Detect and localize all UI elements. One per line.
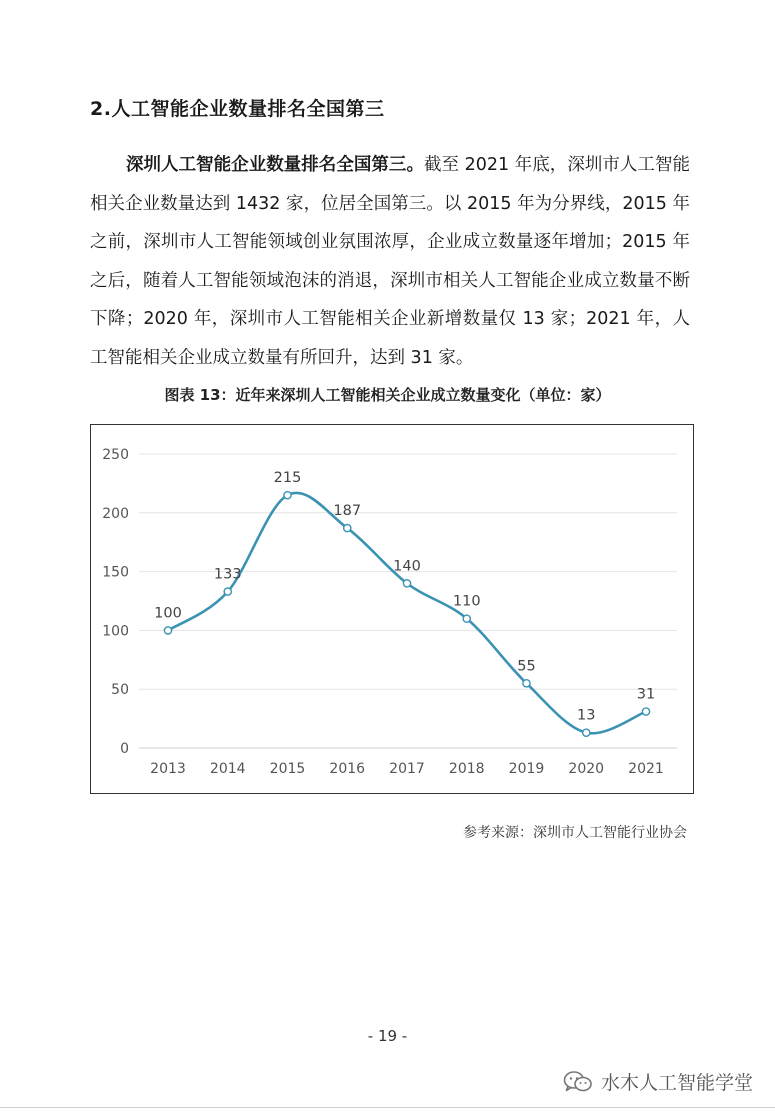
data-point — [463, 615, 470, 622]
x-tick-label: 2019 — [508, 761, 545, 777]
y-tick-label: 100 — [102, 623, 129, 640]
data-point — [583, 729, 590, 736]
y-tick-label: 200 — [102, 505, 129, 522]
watermark-text: 水木人工智能学堂 — [600, 1072, 753, 1094]
body-paragraph — [90, 146, 690, 377]
section-heading: 2.人工智能企业数量排名全国第三 — [90, 98, 385, 120]
y-tick-label: 250 — [102, 447, 129, 463]
data-point — [224, 588, 231, 595]
line-chart — [90, 424, 694, 794]
x-tick-label: 2018 — [448, 761, 485, 777]
data-point — [403, 580, 410, 587]
y-tick-label: 50 — [111, 682, 129, 699]
x-tick-label: 2013 — [150, 761, 186, 777]
data-label: 55 — [517, 658, 536, 675]
paragraph-body: 截至 2021 年底，深圳市人工智能相关企业数量达到 1432 家，位居全国第三。以 2015 年为分界线，2015 年之前，深圳市人工智能领域创业氛围浓厚，企业成立数量逐年增加；2015 年之后，随着人工智能领域泡沫的消退，深圳市相关人工智能企业成立数量不断下降；2020 年，深圳市人工智能相关企业新增数量仅 13 家；2021 年，人工智能相关企业成立数量有所回升，达到 31 家。 — [90, 155, 690, 368]
watermark — [563, 1068, 753, 1095]
y-tick-label: 150 — [102, 564, 129, 581]
x-tick-label: 2016 — [329, 761, 366, 777]
x-tick-label: 2014 — [209, 761, 246, 777]
data-label: 187 — [333, 503, 362, 520]
data-point — [642, 708, 649, 715]
wechat-icon — [563, 1070, 593, 1094]
data-label: 133 — [213, 566, 242, 583]
x-tick-label: 2020 — [568, 761, 605, 777]
data-point — [344, 524, 351, 531]
data-point — [523, 680, 530, 687]
chart-canvas — [91, 425, 693, 793]
data-label: 110 — [452, 593, 481, 610]
y-tick-label: 0 — [120, 741, 129, 757]
data-label: 31 — [636, 686, 656, 703]
series-line — [168, 493, 646, 733]
paragraph-lead: 深圳人工智能企业数量排名全国第三。 — [126, 155, 424, 175]
bottom-divider — [0, 1107, 775, 1108]
figure-caption: 图表 13：近年来深圳人工智能相关企业成立数量变化（单位：家） — [164, 386, 611, 404]
data-label: 140 — [393, 558, 421, 575]
figure-source: 参考来源：深圳市人工智能行业协会 — [463, 825, 687, 841]
data-label: 13 — [577, 707, 596, 724]
x-tick-label: 2021 — [628, 761, 664, 777]
data-point — [284, 492, 291, 499]
data-label: 215 — [273, 470, 302, 487]
data-point — [164, 627, 171, 634]
x-tick-label: 2017 — [389, 761, 425, 777]
data-label: 100 — [154, 605, 182, 622]
page-number: - 19 - — [367, 1027, 408, 1045]
x-tick-label: 2015 — [269, 761, 306, 777]
